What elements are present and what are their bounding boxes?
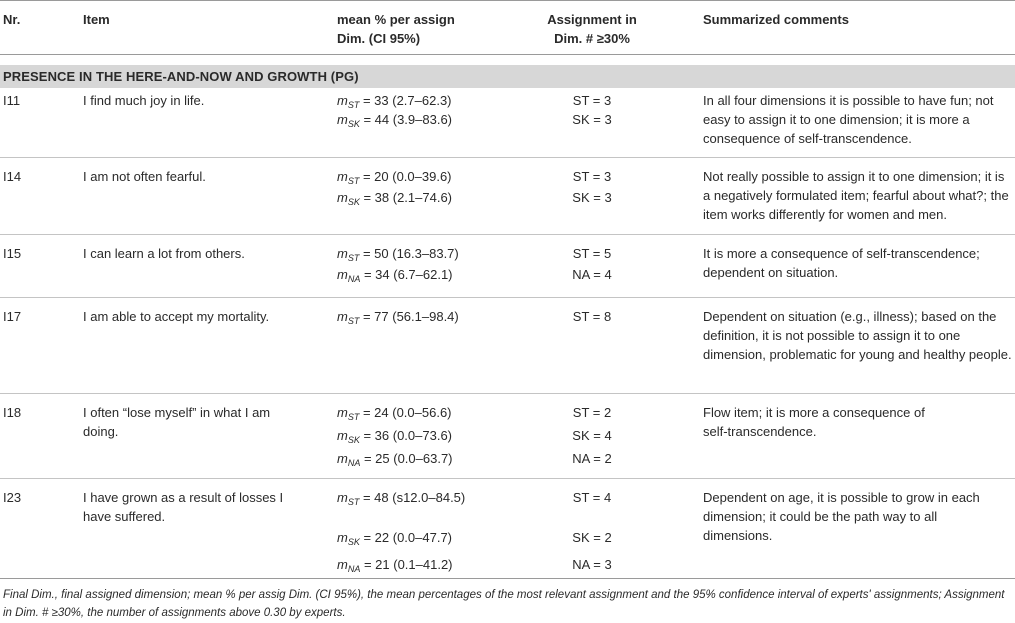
header-mean-line1: mean % per assign — [337, 12, 455, 27]
row-item: I can learn a lot from others. — [83, 246, 245, 261]
header-assign-line2: Dim. # ≥30% — [554, 31, 630, 46]
assignment-value: NA = 3 — [572, 557, 612, 572]
row-nr: I15 — [3, 246, 22, 261]
row-comment: Not really possible to assign it to one dimension; it is a negatively formulated item; fearful about what?; the item works differently for women and men. — [703, 169, 1009, 222]
assignment-value: SK = 3 — [572, 190, 612, 205]
header-mean-line2: Dim. (CI 95%) — [337, 31, 421, 46]
mean-value: $m_{NA} = 25$ (0.0–63.7) — [337, 451, 453, 468]
mean-value: $m_{ST} = 77$ (56.1–98.4) — [337, 309, 459, 326]
row-item: I often “lose myself” in what I am doing. — [83, 405, 271, 439]
header-item: Item — [83, 12, 110, 27]
assignment-value: SK = 4 — [572, 428, 612, 443]
row-item: I am able to accept my mortality. — [83, 309, 270, 324]
bottom-rule — [0, 578, 1015, 579]
assignment-value: ST = 2 — [572, 405, 612, 420]
row-divider — [0, 157, 1015, 158]
mean-value: $m_{ST} = 33$ (2.7–62.3) — [337, 93, 452, 110]
top-rule — [0, 0, 1015, 1]
assignment-value: ST = 3 — [572, 93, 612, 108]
mean-value: $m_{SK} = 44$ (3.9–83.6) — [337, 112, 453, 129]
mean-value: $m_{SK} = 36$ (0.0–73.6) — [337, 428, 453, 445]
assignment-value: ST = 4 — [572, 490, 612, 505]
assignment-value: NA = 2 — [572, 451, 612, 466]
row-item: I have grown as a result of losses I have suffered. — [83, 490, 284, 524]
row-nr: I14 — [3, 169, 22, 184]
mean-value: $m_{ST} = 50$ (16.3–83.7) — [337, 246, 459, 263]
assignment-value: ST = 8 — [572, 309, 612, 324]
header-rule — [0, 54, 1015, 55]
row-comment: Dependent on age, it is possible to grow in each dimension; it could be the path way to all dimensions. — [703, 490, 980, 543]
mean-value: $m_{SK} = 22$ (0.0–47.7) — [337, 530, 453, 547]
row-item: I am not often fearful. — [83, 169, 206, 184]
row-nr: I11 — [3, 93, 21, 108]
row-comment: Flow item; it is more a consequence of self-transcendence. — [703, 405, 925, 439]
row-divider — [0, 393, 1015, 394]
assignment-value: ST = 3 — [572, 169, 612, 184]
mean-value: $m_{ST} = 20$ (0.0–39.6) — [337, 169, 452, 186]
mean-value: $m_{ST} = 48$ (s12.0–84.5) — [337, 490, 466, 507]
row-item: I find much joy in life. — [83, 93, 205, 108]
row-divider — [0, 234, 1015, 235]
header-nr: Nr. — [3, 12, 21, 27]
assignment-value: NA = 4 — [572, 267, 612, 282]
row-comment: In all four dimensions it is possible to have fun; not easy to assign it to one dimension; it is more a consequence of self-transcendence. — [703, 93, 994, 146]
mean-value: $m_{ST} = 24$ (0.0–56.6) — [337, 405, 452, 422]
mean-value: $m_{NA} = 21$ (0.1–41.2) — [337, 557, 453, 574]
row-comment: Dependent on situation (e.g., illness); based on the definition, it is not possible to assign it to one dimension, problematic for young and healthy people. — [703, 309, 1012, 362]
header-assign-line1: Assignment in — [547, 12, 637, 27]
row-nr: I17 — [3, 309, 22, 324]
row-divider — [0, 478, 1015, 479]
row-comment: It is more a consequence of self-transcendence; dependent on situation. — [703, 246, 980, 280]
header-comments: Summarized comments — [703, 12, 849, 27]
assignment-value: SK = 3 — [572, 112, 612, 127]
mean-value: $m_{NA} = 34$ (6.7–62.1) — [337, 267, 453, 284]
row-nr: I23 — [3, 490, 22, 505]
assignment-value: ST = 5 — [572, 246, 612, 261]
section-title: PRESENCE IN THE HERE-AND-NOW AND GROWTH (PG) — [3, 69, 359, 84]
row-divider — [0, 297, 1015, 298]
table-footnote: Final Dim., final assigned dimension; mean % per assig Dim. (CI 95%), the mean percentages of the most relevant assignment and the 95% confidence interval of experts' assignments; Assignment in Dim. # ≥30%, the number of assignments above 0.30 by experts. — [3, 589, 1005, 619]
mean-value: $m_{SK} = 38$ (2.1–74.6) — [337, 190, 453, 207]
row-nr: I18 — [3, 405, 22, 420]
assignment-value: SK = 2 — [572, 530, 612, 545]
